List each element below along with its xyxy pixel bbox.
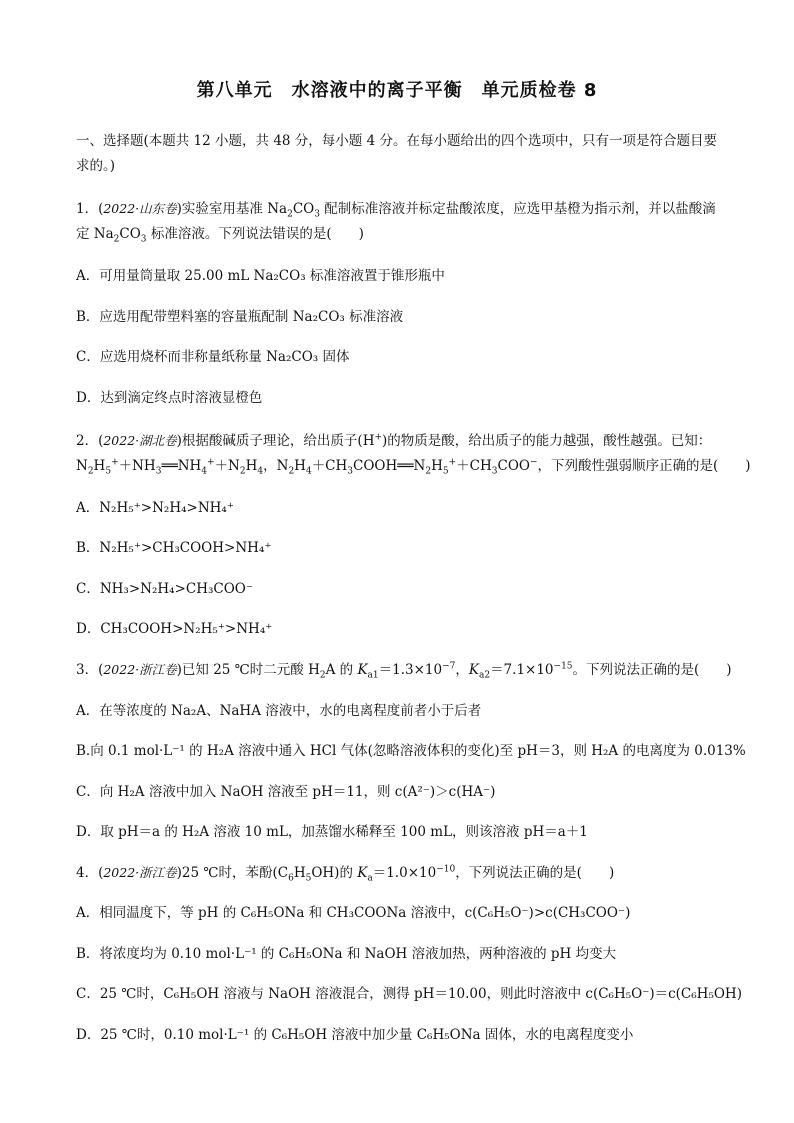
question-1-option-c: C．应选用烧杯而非称量纸称量 Na₂CO₃ 固体 — [76, 349, 350, 365]
question-2-number: 2．( — [76, 433, 104, 449]
question-1-stem-line-2: 定 $Na_2CO_3$ 标准溶液。下列说法错误的是( ) — [76, 226, 364, 245]
page-title: 第八单元 水溶液中的离子平衡 单元质检卷 8 — [196, 80, 598, 101]
question-2-option-c: C．NH₃>N₂H₄>CH₃COO⁻ — [76, 581, 253, 597]
question-1-number: 1．( — [76, 201, 104, 217]
question-4-source: 2022·浙江卷 — [103, 865, 177, 880]
question-3-option-b: B.向 0.1 mol·L⁻¹ 的 H₂A 溶液中通入 HCl 气体(忽略溶液体积的变化)至 pH＝3，则 H₂A 的电离度为 0.013% — [76, 743, 746, 759]
section-instruction-line-2: 求的。) — [76, 158, 116, 174]
question-2-option-b: B．N₂H₅⁺>CH₃COOH>NH₄⁺ — [76, 540, 272, 556]
question-4-option-d: D．25 ℃时，0.10 mol·L⁻¹ 的 C₆H₅OH 溶液中加少量 C₆H₅ONa 固体，水的电离程度变小 — [76, 1027, 634, 1043]
question-4-option-a: A．相同温度下，等 pH 的 C₆H₅ONa 和 CH₃COONa 溶液中，c(C₆H₅O⁻)>c(CH₃COO⁻) — [76, 905, 631, 921]
question-1-stem-line-1: 1．(2022·山东卷)实验室用基准 $Na_2CO_3$ 配制标准溶液并标定盐酸浓度，应选甲基橙为指示剂，并以盐酸滴 — [76, 201, 716, 220]
question-2-option-a: A．N₂H₅⁺>N₂H₄>NH₄⁺ — [76, 500, 234, 516]
question-1-source: 2022·山东卷 — [103, 201, 177, 216]
question-3-option-a: A．在等浓度的 Na₂A、NaHA 溶液中，水的电离程度前者小于后者 — [76, 703, 482, 719]
question-3-option-d: D．取 pH＝a 的 H₂A 溶液 10 mL，加蒸馏水稀释至 100 mL，则该溶液 pH＝a＋1 — [76, 824, 588, 840]
question-3-option-c: C．向 H₂A 溶液中加入 NaOH 溶液至 pH＝11，则 c(A²⁻)＞c(HA⁻) — [76, 784, 496, 800]
question-4-stem: 4．(2022·浙江卷)25 ℃时，苯酚$(C_6H_5OH)$的 $K_a=1.0\times 10^{-10}$，下列说法正确的是( ) — [76, 864, 615, 884]
question-4-number: 4．( — [76, 865, 104, 881]
question-2-stem-line-1: 2．(2022·湖北卷)根据酸碱质子理论，给出质子(H+)的物质是酸，给出质子的能力越强，酸性越强。已知： — [76, 432, 712, 449]
question-1-option-a: A．可用量筒量取 25.00 mL Na₂CO₃ 标准溶液置于锥形瓶中 — [76, 268, 445, 284]
question-3-number: 3．( — [76, 662, 104, 678]
question-1-option-b: B．应选用配带塑料塞的容量瓶配制 Na₂CO₃ 标准溶液 — [76, 309, 404, 325]
question-1-option-d: D．达到滴定终点时溶液显橙色 — [76, 390, 263, 406]
question-2-source: 2022·湖北卷 — [103, 433, 177, 448]
question-3-source: 2022·浙江卷 — [103, 662, 177, 677]
question-3-stem: 3．(2022·浙江卷)已知 25 ℃时二元酸 $H_2A$ 的 $K_{a1}=1.3\times 10^{-7}$，$K_{a2}=7.1\times 10^{-15}$。下列说法正确的是( ) — [76, 661, 732, 681]
section-instruction-line-1: 一、选择题(本题共 12 小题，共 48 分，每小题 4 分。在每小题给出的四个选项中，只有一项是符合题目要 — [76, 133, 717, 149]
question-2-stem-line-2: $N_2H_5^++NH_3══NH_4^++N_2H_4$，$N_2H_4+CH_3COOH══N_2H_5^++CH_3COO^-$，下列酸性强弱顺序正确的是( ) — [76, 457, 751, 477]
question-4-option-c: C．25 ℃时，C₆H₅OH 溶液与 NaOH 溶液混合，测得 pH＝10.00，则此时溶液中 c(C₆H₅O⁻)＝c(C₆H₅OH) — [76, 986, 742, 1002]
question-2-option-d: D．CH₃COOH>N₂H₅⁺>NH₄⁺ — [76, 621, 273, 637]
question-4-option-b: B．将浓度均为 0.10 mol·L⁻¹ 的 C₆H₅ONa 和 NaOH 溶液加热，两种溶液的 pH 均变大 — [76, 946, 617, 962]
